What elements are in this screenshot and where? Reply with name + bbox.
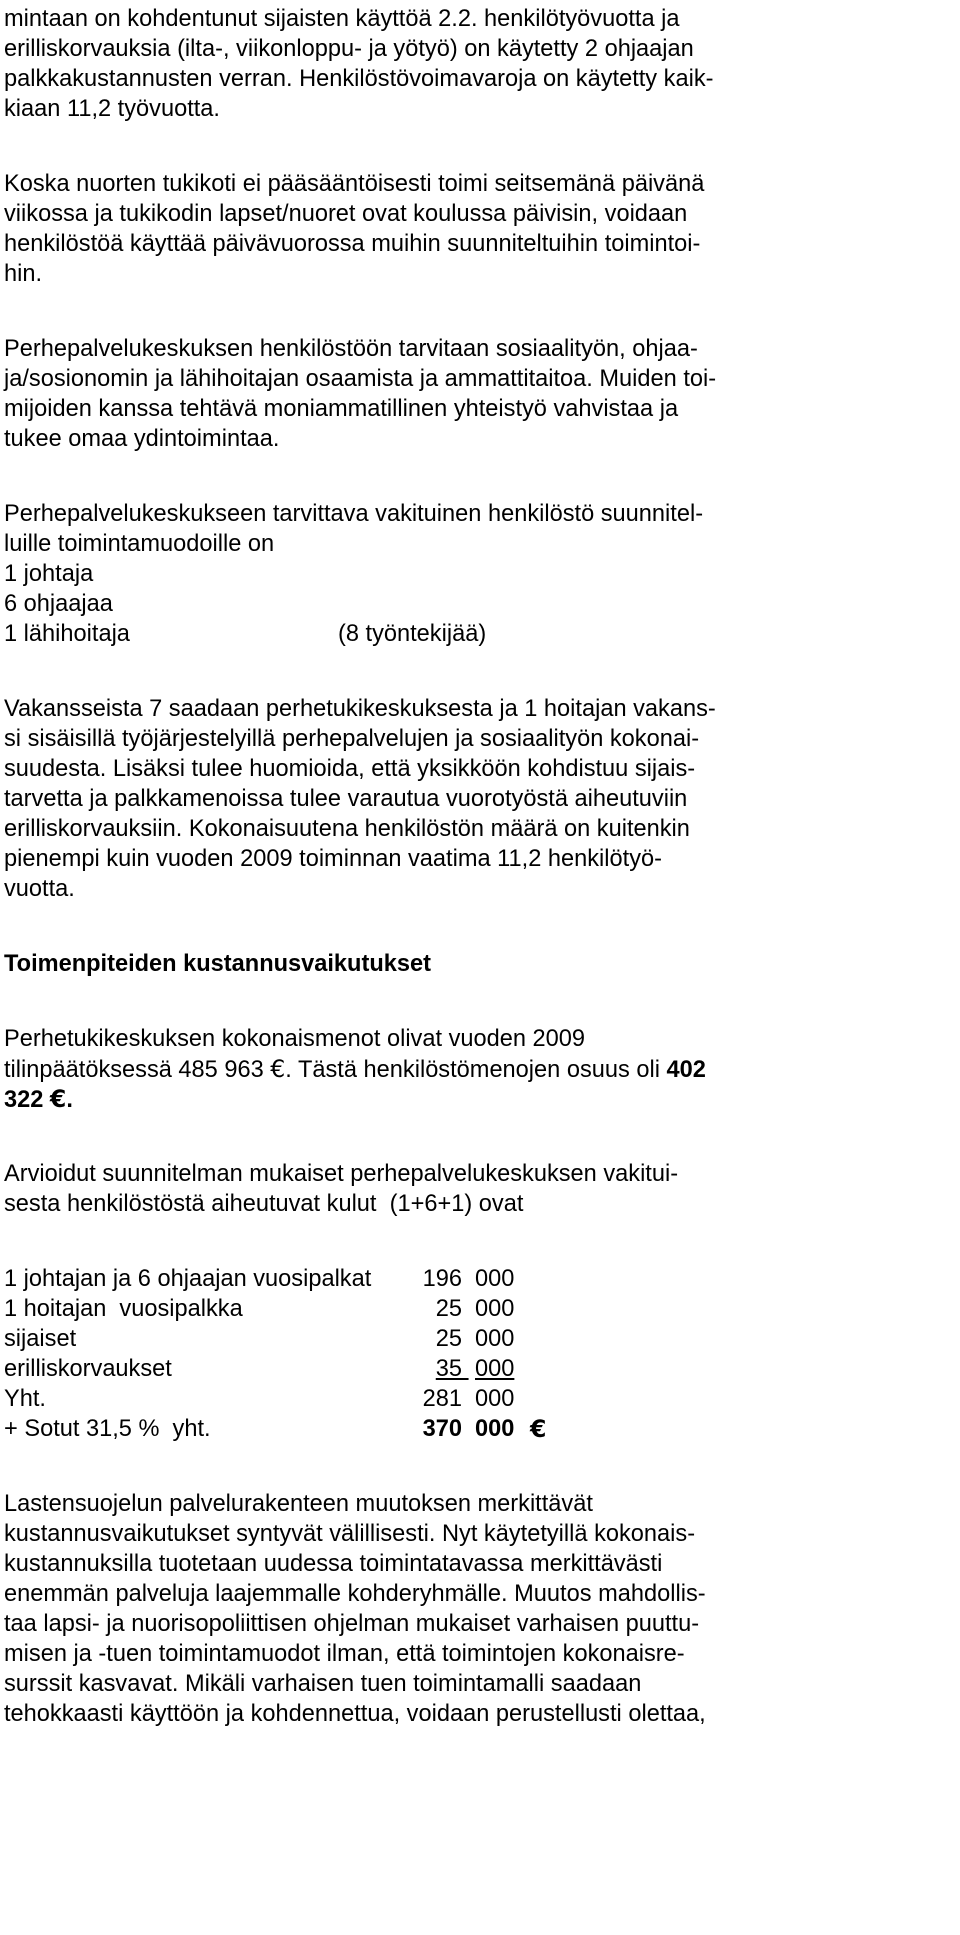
- text-line: Vakansseista 7 saadaan perhetukikeskuksesta ja 1 hoitajan vakans-: [4, 696, 716, 722]
- section-heading: Toimenpiteiden kustannusvaikutukset: [4, 951, 431, 977]
- bold-amount: 402: [666, 1057, 706, 1083]
- text-line: Arvioidut suunnitelman mukaiset perhepalvelukeskuksen vakitui-: [4, 1161, 679, 1187]
- text-line: kustannusvaikutukset syntyvät välillisesti. Nyt käytetyillä kokonais-: [4, 1521, 696, 1547]
- text-line: misen ja -tuen toimintamuodot ilman, että toimintojen kokonaisre-: [4, 1641, 685, 1667]
- cost-thousands: 370: [422, 1416, 462, 1442]
- text-line: luille toimintamuodoille on: [4, 531, 275, 557]
- cost-label: 1 hoitajan vuosipalkka: [4, 1296, 243, 1322]
- text-line: surssit kasvavat. Mikäli varhaisen tuen toimintamalli saadaan: [4, 1671, 642, 1697]
- cost-units: 000: [475, 1386, 515, 1412]
- cost-thousands: 196: [422, 1266, 462, 1292]
- cost-label: 1 johtajan ja 6 ohjaajan vuosipalkat: [4, 1266, 372, 1292]
- text-line: si sisäisillä työjärjestelyillä perhepalvelujen ja sosiaalityön kokonai-: [4, 726, 700, 752]
- cost-thousands: 25: [435, 1296, 462, 1322]
- cost-underline-gap: [462, 1354, 475, 1385]
- euro-sign: €: [49, 1085, 67, 1113]
- text-line: viikossa ja tukikodin lapset/nuoret ovat koulussa päivisin, voidaan: [4, 201, 688, 227]
- text-line: Koska nuorten tukikoti ei pääsääntöisesti toimi seitsemänä päivänä: [4, 171, 705, 197]
- cost-label: + Sotut 31,5 % yht.: [4, 1416, 211, 1442]
- cost-thousands: 35: [435, 1356, 462, 1382]
- text-line: ja/sosionomin ja lähihoitajan osaamista ja ammattitaitoa. Muiden toi-: [4, 366, 717, 392]
- text-line: [4, 1084, 73, 1115]
- euro-sign: €: [270, 1055, 286, 1083]
- bold-amount: 322: [4, 1087, 50, 1113]
- text-line: suudesta. Lisäksi tulee huomioida, että yksikköön kohdistuu sijais-: [4, 756, 696, 782]
- cost-label: sijaiset: [4, 1326, 77, 1352]
- staff-total: (8 työntekijää): [338, 621, 487, 647]
- text-line: hin.: [4, 261, 43, 287]
- text-line: kustannuksilla tuotetaan uudessa toimintatavassa merkittävästi: [4, 1551, 663, 1577]
- text-line: pienempi kuin vuoden 2009 toiminnan vaatima 11,2 henkilötyö-: [4, 846, 662, 872]
- staff-role: 1 lähihoitaja: [4, 621, 130, 647]
- text-span: .: [66, 1087, 73, 1113]
- cost-units: 000: [475, 1266, 515, 1292]
- cost-label: Yht.: [4, 1386, 46, 1412]
- text-span: tilinpäätöksessä 485 963: [4, 1057, 271, 1083]
- text-line: tukee omaa ydintoimintaa.: [4, 426, 280, 452]
- text-line: mintaan on kohdentunut sijaisten käyttöä 2.2. henkilötyövuotta ja: [4, 6, 680, 32]
- cost-thousands: 281: [422, 1386, 462, 1412]
- text-line: sesta henkilöstöstä aiheutuvat kulut (1+6+1) ovat: [4, 1191, 524, 1217]
- text-line: Perhepalvelukeskuksen henkilöstöön tarvitaan sosiaalityön, ohjaa-: [4, 336, 698, 362]
- text-line: henkilöstöä käyttää päivävuorossa muihin suunniteltuihin toimintoi-: [4, 231, 701, 257]
- text-line: erilliskorvauksia (ilta-, viikonloppu- ja yötyö) on käytetty 2 ohjaajan: [4, 36, 694, 62]
- cost-units: 000: [475, 1326, 515, 1352]
- text-line: tarvetta ja palkkamenoissa tulee varautua vuorotyöstä aiheutuviin: [4, 786, 688, 812]
- cost-units: 000: [475, 1416, 515, 1442]
- text-line: 6 ohjaajaa: [4, 591, 113, 617]
- text-line: mijoiden kanssa tehtävä moniammatillinen yhteistyö vahvistaa ja: [4, 396, 679, 422]
- text-line: [4, 1054, 706, 1085]
- text-line: enemmän palveluja laajemmalle kohderyhmälle. Muutos mahdollis-: [4, 1581, 706, 1607]
- text-line: erilliskorvauksiin. Kokonaisuutena henkilöstön määrä on kuitenkin: [4, 816, 690, 842]
- cost-units: 000: [475, 1356, 515, 1382]
- text-line: kiaan 11,2 työvuotta.: [4, 96, 220, 122]
- text-line: Perhetukikeskuksen kokonaismenot olivat vuoden 2009: [4, 1026, 586, 1052]
- text-line: taa lapsi- ja nuorisopoliittisen ohjelman mukaiset varhaisen puuttu-: [4, 1611, 700, 1637]
- text-span: . Tästä henkilöstömenojen osuus oli: [285, 1057, 667, 1083]
- text-line: palkkakustannusten verran. Henkilöstövoimavaroja on käytetty kaik-: [4, 66, 714, 92]
- cost-thousands: 25: [435, 1326, 462, 1352]
- text-line: tehokkaasti käyttöön ja kohdennettua, voidaan perustellusti olettaa,: [4, 1701, 706, 1727]
- euro-sign: €: [530, 1415, 547, 1443]
- text-line: 1 johtaja: [4, 561, 94, 587]
- text-line: Perhepalvelukeskukseen tarvittava vakituinen henkilöstö suunnitel-: [4, 501, 704, 527]
- cost-label: erilliskorvaukset: [4, 1356, 172, 1382]
- text-line: Lastensuojelun palvelurakenteen muutoksen merkittävät: [4, 1491, 593, 1517]
- cost-units: 000: [475, 1296, 515, 1322]
- text-line: vuotta.: [4, 876, 75, 902]
